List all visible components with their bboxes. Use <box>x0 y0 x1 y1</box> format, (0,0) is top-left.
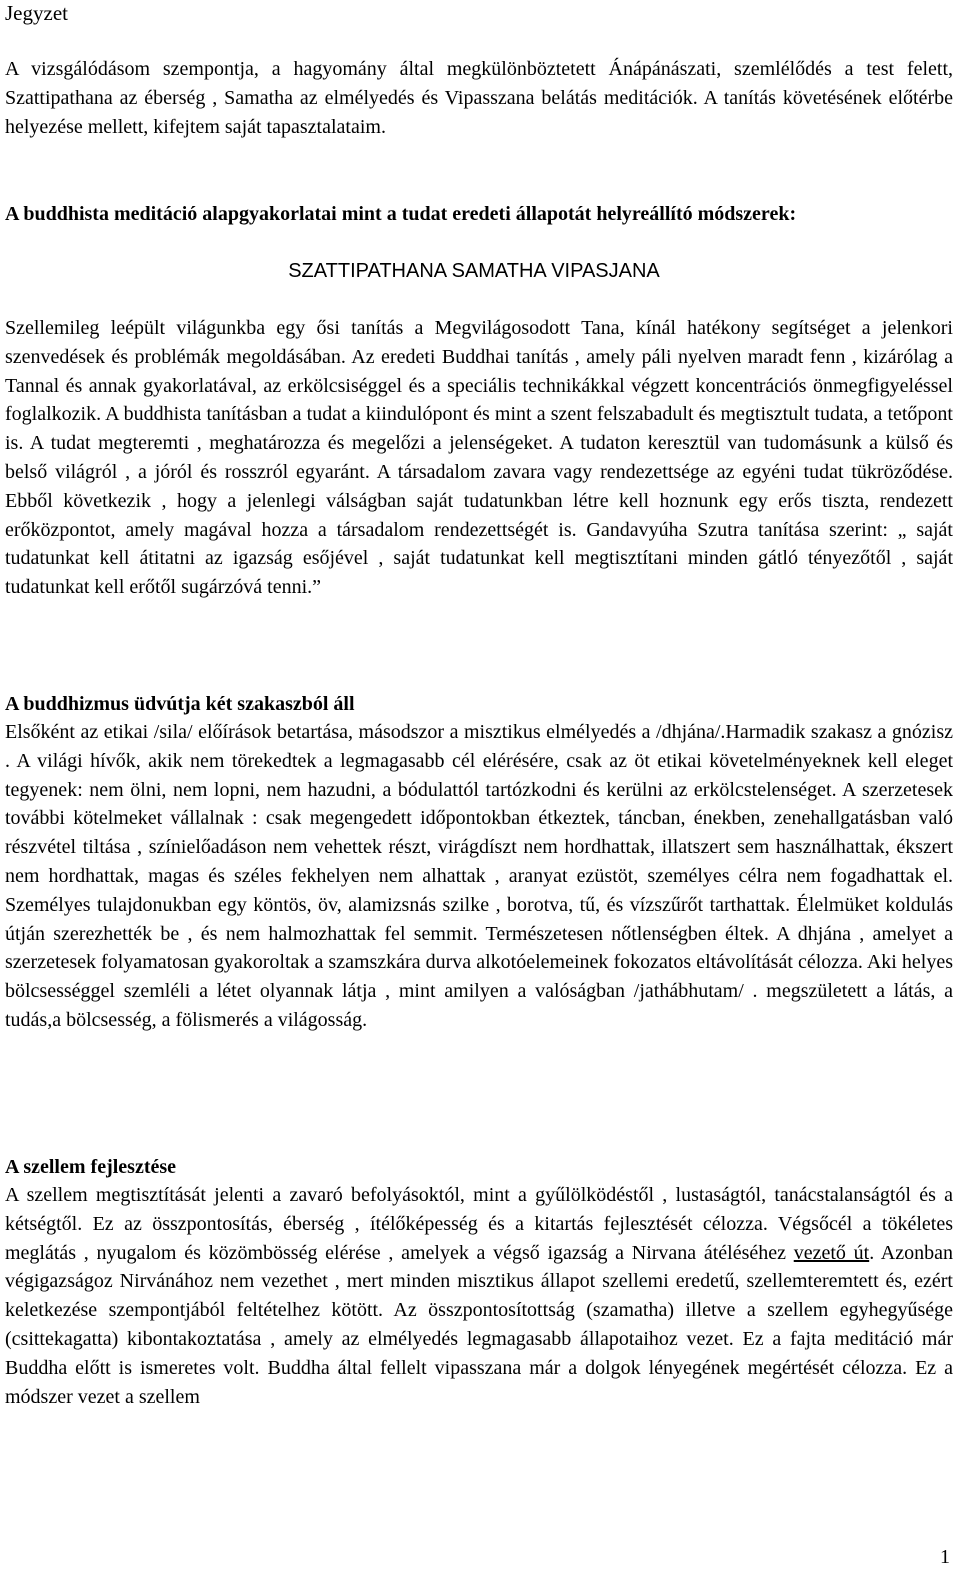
document-title: Jegyzet <box>5 1 68 25</box>
page-number: 1 <box>940 1546 950 1568</box>
vezeto-ut-underlined: vezető út <box>793 1241 870 1264</box>
meditation-heading: A buddhista meditáció alapgyakorlatai mint a tudat eredeti állapotát helyreállító módszerek: <box>5 203 797 225</box>
path-heading: A buddhizmus üdvútja két szakaszból áll <box>5 693 355 715</box>
path-paragraph: Elsőként az etikai /sila/ előírások betartása, másodszor a misztikus elmélyedés a /dhjána/.Harmadik szakasz a gnózisz . A világi hívők, akik nem törekedtek a legmagasabb cél elérésére, csak az öt etikai követelményeknek kell eleget tegyenek: nem ölni, nem lopni, nem hazudni, a bódulattól tartózkodni és kerülni az erkölcstelenséget. A szerzetesek további kötelmeket vállalnak : csak megengedett időpontokban étkeztek, táncban, énekben, zenehallgatásban való részvétel tiltása , színielőadáson nem vehettek részt, virágdíszt nem hordhattak, illatszert sem használhattak, ékszert nem hordhattak, magas és széles fekhelyen nem alhattak , aranyat ezüstöt, személyes célra nem fogadhattak el. Személyes tulajdonukban egy köntös, öv, alamizsnás szilke , borotva, tű, és vízszűrőt tarthattak. Élelmüket koldulás útján szerezhették be , és nem halmozhattak fel semmit. Természetesen nőtlenségben éltek. A dhjána , amelyet a szerzetesek folyamatosan gyakoroltak a szamszkára durva alkotóelemeinek fokozatos eltávolítását célozza. Aki helyes bölcsességgel szemléli a létet olyannak látja , mint amilyen a valóságban /jathábhutam/ . megszületett a látás, a tudás,a bölcsesség, a fölismerés a világosság. <box>5 721 953 1031</box>
spirit-paragraph <box>5 1181 953 1411</box>
intro-paragraph: A vizsgálódásom szempontja, a hagyomány által megkülönböztetett Ánápánászati, szemlélődés a test felett, Szattipathana az éberség , Samatha az elmélyedés és Vipasszana belátás meditációk. A tanítás követésének előtérbe helyezése mellett, kifejtem saját tapasztalataim. <box>5 58 953 138</box>
spirit-text-start: A szellem megtisztítását jelenti a zavaró befolyásoktól, mint a gyűlölködéstől , lustaságtól, tanácstalanságtól és a kétségtől. Ez az összpontosítás, éberség , ítélőképesség és a kitartás fejlesztését célozza. Végsőcél a tökéletes meglátás , nyugalom és közömbösség elérése , amelyek a végső igazság a Nirvana átéléséhez <box>5 1184 953 1264</box>
methods-line: SZATTIPATHANA SAMATHA VIPASJANA <box>288 260 660 282</box>
teaching-paragraph: Szellemileg leépült világunkba egy ősi tanítás a Megvilágosodott Tana, kínál hatékony segítséget a jelenkori szenvedések és problémák megoldásában. Az eredeti Buddhai tanítás , amely páli nyelven maradt fenn , kizárólag a Tannal és annak gyakorlatával, az erkölcsiséggel és a speciális technikákkal végzett koncentrációs önmegfigyeléssel foglalkozik. A buddhista tanításban a tudat a kiindulópont és mint a szent felszabadult és megtisztult tudata, a tetőpont is. A tudat megteremti , meghatározza és megelőzi a jelenségeket. A tudaton keresztül van tudomásunk a külső és belső világról , a jóról és rosszról egyaránt. A társadalom zavara vagy rendezettsége az egyéni tudat tükröződése. Ebből következik , hogy a jelenlegi válságban saját tudatunkban létre kell hoznunk egy erős tiszta, rendezett erőközpontot, amely magával hozza a társadalom rendezettségét is. Gandavyúha Szutra tanítása szerint: „ saját tudatunkat kell átitatni az igazság esőjével , saját tudatunkat kell megtisztítani minden gátló tényezőtől , saját tudatunkat kell erőtől sugárzóvá tenni.” <box>5 317 953 599</box>
spirit-heading: A szellem fejlesztése <box>5 1156 177 1178</box>
spirit-text-end: . Azonban végigazságoz Nirvánához nem vezethet , mert minden misztikus állapot szellemi eredetű, szellemteremtett és, ezért keletkezése szempontjából feltételhez kötött. Az összpontosítottság (szamatha) illetve a szellem egyhegyűsége (csittekagatta) kibontakoztatása , amely az elmélyedés legmagasabb állapotaihoz vezet. Ez a fajta meditáció már Buddha előtt is ismeretes volt. Buddha által fellelt vipasszana már a dolgok lényegének megértését célozza. Ez a módszer vezet a szellem <box>5 1241 953 1408</box>
